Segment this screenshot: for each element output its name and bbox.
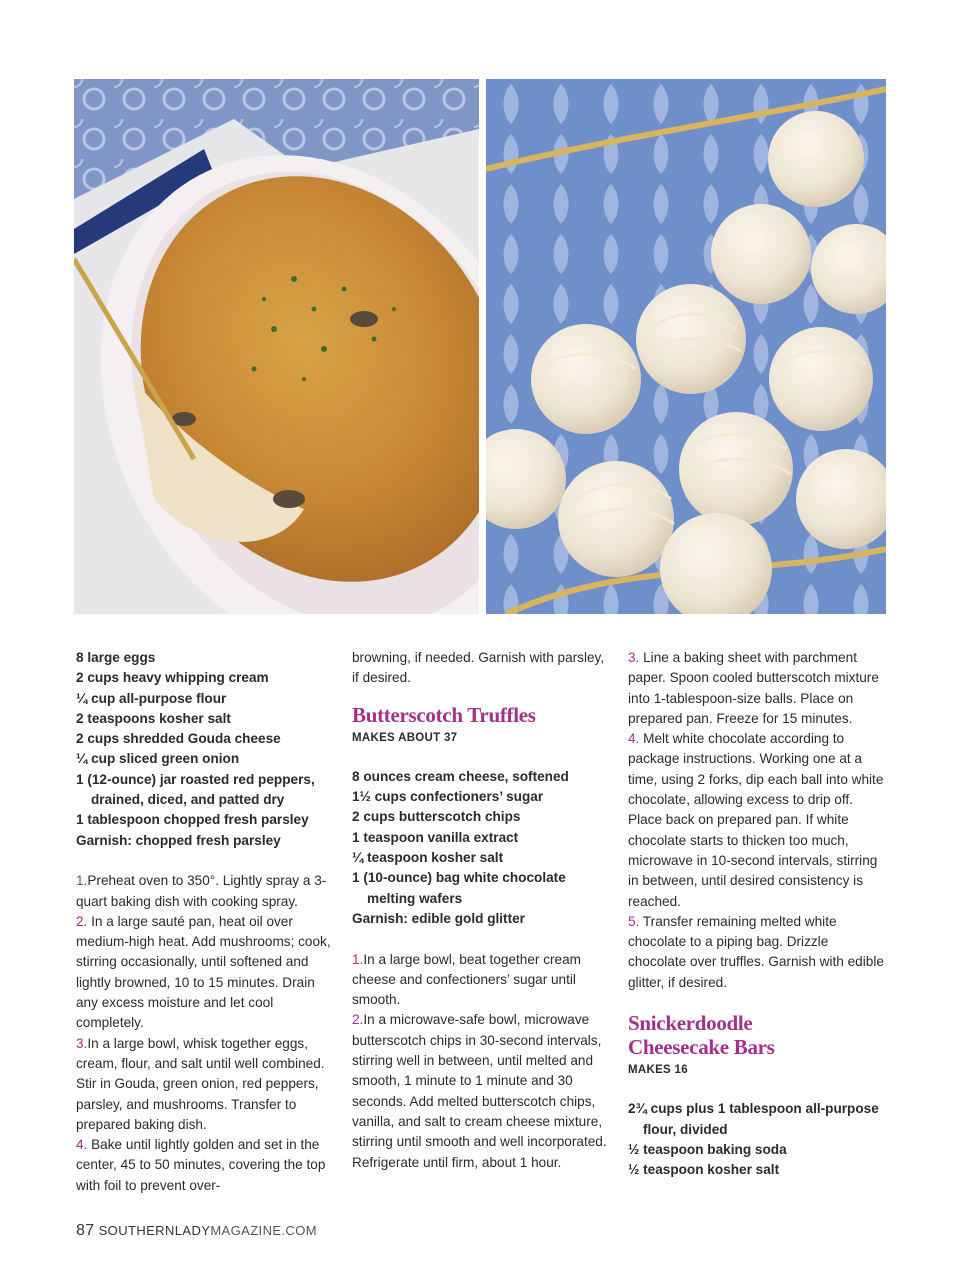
ingredient: 2 cups heavy whipping cream	[76, 670, 269, 686]
ingredient: ¼ teaspoon kosher salt	[352, 850, 504, 866]
ingredient-line: 2¾ cups plus 1 tablespoon all-purpose	[628, 1101, 879, 1117]
step-text: In a microwave-safe bowl, microwave butterscotch chips in 30-second intervals, stirring well in between, until melted and smooth, 1 minute to 1 minute and 30 seconds. Add melted butterscotch chips, vanilla, and salt to cream cheese mixture, stirring until smooth and well incorporated. Refrigerate until firm, about 1 hour.	[352, 1012, 607, 1170]
step-text: Preheat oven to 350°. Lightly spray a 3-quart baking dish with cooking spray.	[76, 873, 327, 909]
ingredient-line: drained, diced, and patted dry	[91, 792, 285, 808]
ingredient: ½ teaspoon kosher salt	[628, 1162, 780, 1178]
recipe-yield: MAKES ABOUT 37	[352, 731, 458, 744]
step-number: 1.	[76, 873, 88, 889]
step	[628, 912, 890, 993]
ingredient-line: melting wafers	[367, 890, 463, 906]
page-footer	[76, 1222, 317, 1240]
page-number: 87	[76, 1222, 95, 1239]
step-number: 4.	[76, 1137, 88, 1153]
ingredient: 1 tablespoon chopped fresh parsley	[76, 812, 309, 828]
recipe-title	[628, 1011, 890, 1059]
recipe-title-line: Cheesecake Bars	[628, 1035, 775, 1060]
step	[76, 1135, 338, 1196]
ingredient: ½ teaspoon baking soda	[628, 1141, 787, 1157]
recipe-yield: MAKES 16	[628, 1064, 688, 1077]
garnish: Garnish: edible gold glitter	[352, 910, 525, 926]
ingredient: 8 large eggs	[76, 650, 156, 665]
column-3	[628, 648, 890, 1181]
step-text: In a large sauté pan, heat oil over medium-high heat. Add mushrooms; cook, stirring occasionally, until softened and lightly browned, 10 to 15 minutes. Drain any excess moisture and let cool completely.	[76, 913, 331, 1031]
step	[76, 912, 338, 1034]
ingredient: ¼ cup sliced green onion	[76, 751, 240, 767]
step	[352, 1010, 614, 1172]
step	[76, 1034, 338, 1135]
ingredient: 2 cups butterscotch chips	[352, 809, 521, 825]
ingredient: 8 ounces cream cheese, softened	[352, 768, 569, 784]
step-number: 5.	[628, 913, 640, 929]
step-number: 1.	[352, 951, 364, 967]
recipe-title: Butterscotch Truffles	[352, 702, 536, 727]
ingredient-line: 1 (12-ounce) jar roasted red peppers,	[76, 771, 315, 787]
recipe-title-line: Snickerdoodle	[628, 1011, 753, 1036]
ingredient: ¼ cup all-purpose flour	[76, 690, 227, 706]
step-text: Bake until lightly golden and set in the center, 45 to 50 minutes, covering the top with foil to prevent over-	[76, 1137, 326, 1193]
ingredient	[352, 868, 614, 909]
step-number: 2.	[76, 913, 88, 929]
ingredient: 2 cups shredded Gouda cheese	[76, 731, 281, 747]
step-number: 3.	[76, 1035, 88, 1051]
ingredient: 1 teaspoon vanilla extract	[352, 829, 519, 845]
step-text: Line a baking sheet with parchment paper. Spoon cooled butterscotch mixture into 1-tablespoon-size balls. Place on prepared pan. Freeze for 15 minutes.	[628, 650, 879, 726]
continued-text: browning, if needed. Garnish with parsley, if desired.	[352, 650, 605, 686]
ingredient: 2 teaspoons kosher salt	[76, 710, 231, 726]
ingredient-line: 1 (10-ounce) bag white chocolate	[352, 870, 566, 886]
step-number: 4.	[628, 731, 640, 747]
ingredient-line: flour, divided	[643, 1121, 728, 1137]
step-number: 2.	[352, 1012, 364, 1028]
ingredient	[76, 770, 338, 811]
column-2	[352, 648, 614, 1173]
casserole-photo	[74, 79, 479, 614]
step	[352, 950, 614, 1011]
ingredient: 1½ cups confectioners’ sugar	[352, 789, 544, 805]
step-text: In a large bowl, beat together cream cheese and confectioners’ sugar until smooth.	[352, 951, 581, 1008]
ingredient	[628, 1099, 890, 1140]
step-text: In a large bowl, whisk together eggs, cream, flour, and salt until well combined. Stir in Gouda, green onion, red peppers, parsley, and mushrooms. Transfer to prepared baking dish.	[76, 1035, 325, 1132]
step	[76, 871, 338, 912]
step	[628, 648, 890, 729]
step	[628, 729, 890, 912]
garnish: Garnish: chopped fresh parsley	[76, 832, 281, 848]
step-text: Melt white chocolate according to package instructions. Working one at a time, using 2 forks, dip each ball into white chocolate, allowing excess to drip off. Place back on prepared pan. If white chocolate starts to thicken too much, microwave in 10-second intervals, stirring in between, until desired consistency is reached.	[628, 731, 884, 909]
truffles-photo	[486, 79, 886, 614]
brand-domain: MAGAZINE.COM	[210, 1223, 317, 1238]
step-number: 3.	[628, 650, 640, 665]
step-text: Transfer remaining melted white chocolate to a piping bag. Drizzle chocolate over truffles. Garnish with edible glitter, if desired.	[628, 913, 884, 990]
brand-name: SOUTHERNLADY	[98, 1223, 211, 1238]
column-1	[76, 648, 338, 1196]
